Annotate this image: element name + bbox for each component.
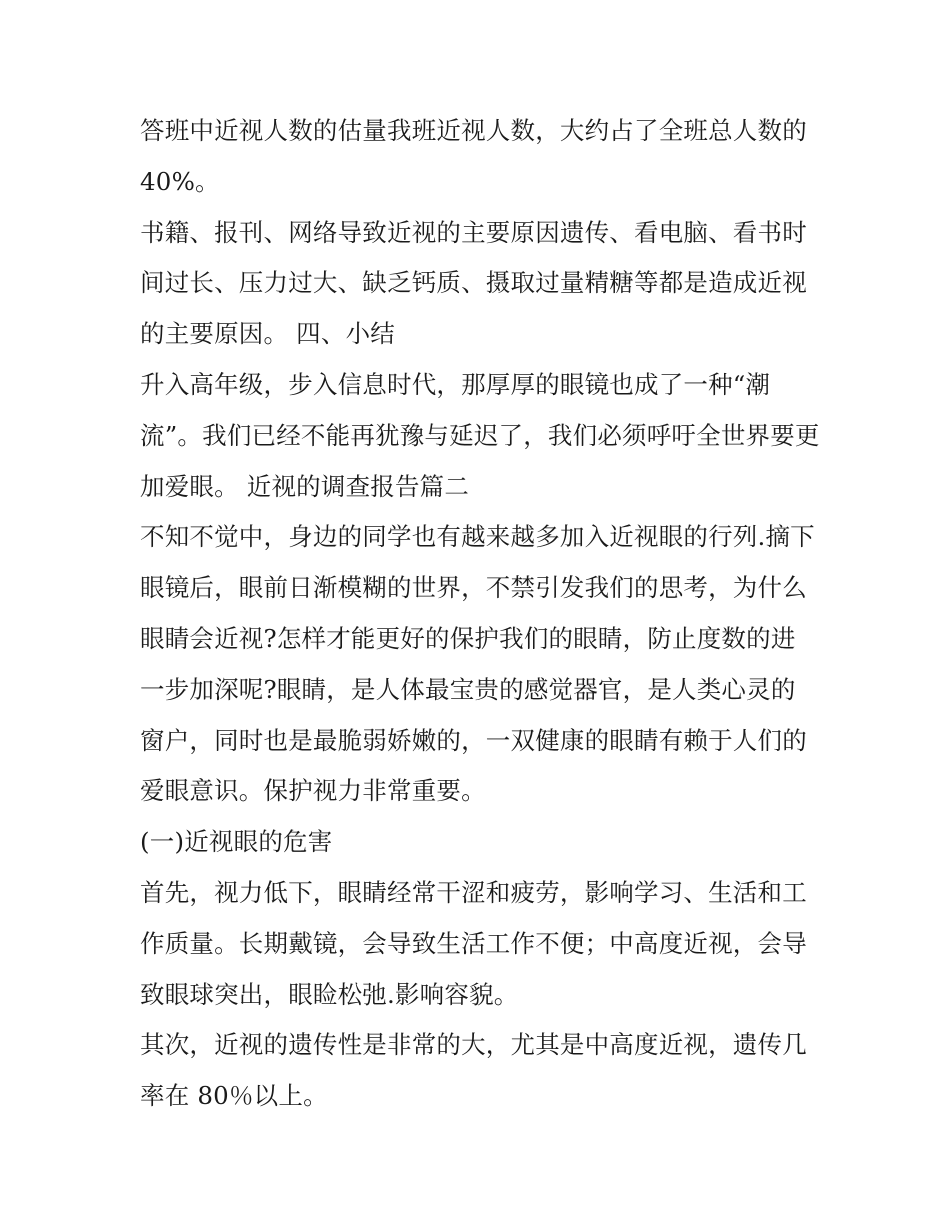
paragraph-myopia-estimate: 答班中近视人数的估量我班近视人数，大约占了全班总人数的40%。 [140, 116, 807, 196]
paragraph-harm-second: 其次，近视的遗传性是非常的大，尤其是中高度近视，遗传几率在 80％以上。 [140, 1030, 807, 1111]
section-heading-myopia-harm: (一)近视眼的危害 [140, 827, 333, 857]
paragraph-harm-first: 首先，视力低下，眼睛经常干涩和疲劳，影响学习、生活和工作质量。长期戴镜，会导致生活工作不便；中高度近视，会导致眼球突出，眼睑松弛.影响容貌。 [140, 877, 807, 1009]
paragraph-intro-report-two: 不知不觉中，身边的同学也有越来越多加入近视眼的行列.摘下眼镜后，眼前日渐模糊的世界，不禁引发我们的思考，为什么眼睛会近视?怎样才能更好的保护我们的眼睛，防止度数的进一步加深呢?眼睛，是人体最宝贵的感觉器官，是人类心灵的窗户，同时也是最脆弱娇嫩的，一双健康的眼睛有赖于人们的爱眼意识。保护视力非常重要。 [140, 522, 815, 806]
paragraph-causes-summary: 书籍、报刊、网络导致近视的主要原因遗传、看电脑、看书时间过长、压力过大、缺乏钙质、摄取过量精糖等都是造成近视的主要原因。 四、小结 [140, 217, 807, 349]
paragraph-eye-care-call: 升入高年级，步入信息时代，那厚厚的眼镜也成了一种“潮流”。我们已经不能再犹豫与延迟了，我们必须呼吁全世界要更加爱眼。 近视的调查报告篇二 [140, 369, 820, 501]
body-text [140, 106, 820, 1122]
